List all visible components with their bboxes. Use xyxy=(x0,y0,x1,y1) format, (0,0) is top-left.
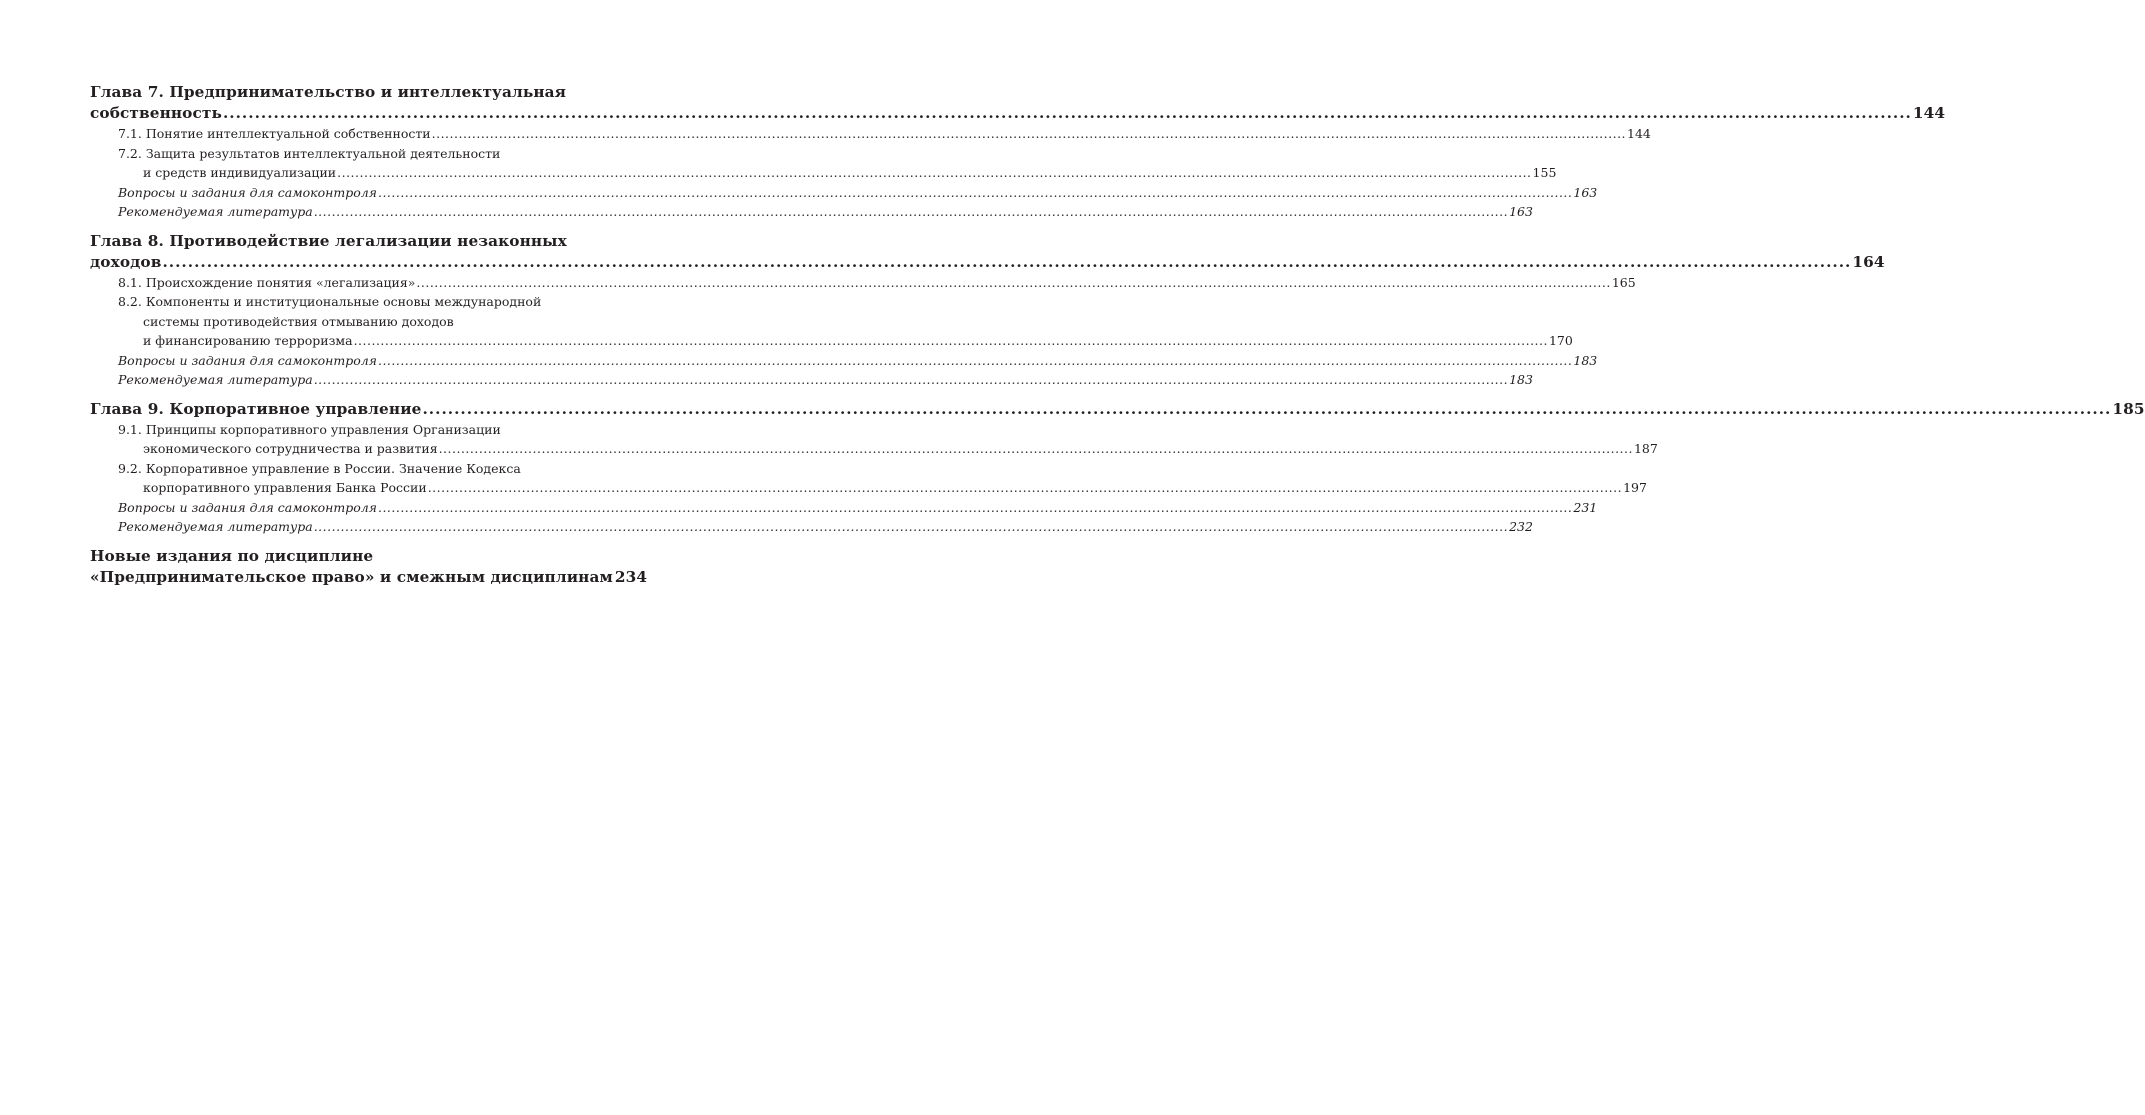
page-number: 144 xyxy=(1627,126,1651,141)
table-of-contents xyxy=(90,82,2145,588)
toc-entry-8-literature[interactable] xyxy=(90,370,1533,390)
dot-leader xyxy=(162,252,1851,273)
page-number: 185 xyxy=(2112,399,2145,418)
toc-entry-9-2[interactable] xyxy=(90,459,1647,498)
dot-leader xyxy=(428,478,1622,498)
chapter-9-heading[interactable] xyxy=(90,399,2145,420)
toc-entry-7-2[interactable] xyxy=(90,144,1557,183)
entry-title: Рекомендуемая литература xyxy=(118,204,313,219)
page-number: 234 xyxy=(614,567,648,586)
entry-title: 9.2. Корпоративное управление в России. Значение Кодекса xyxy=(118,460,521,476)
entry-title: Вопросы и задания для самоконтроля xyxy=(118,184,377,200)
toc-entry-9-literature[interactable] xyxy=(90,517,1533,537)
entry-title-cont: корпоративного управления Банка России xyxy=(143,480,427,495)
page-number: 183 xyxy=(1509,372,1533,387)
toc-entry-9-1[interactable] xyxy=(90,420,1658,459)
chapter-8-heading[interactable] xyxy=(90,231,1885,273)
chapter-title-line: Глава 8. Противодействие легализации незаконных xyxy=(90,231,567,250)
entry-title: Вопросы и задания для самоконтроля xyxy=(118,352,377,368)
dot-leader xyxy=(314,370,1508,390)
dot-leader xyxy=(378,183,1572,203)
chapter-title-line: доходов xyxy=(90,252,162,271)
dot-leader xyxy=(378,351,1572,371)
toc-entry-8-questions[interactable] xyxy=(90,351,1598,371)
toc-entry-8-2[interactable] xyxy=(90,292,1573,351)
entry-title: 9.1. Принципы корпоративного управления Организации xyxy=(118,421,501,437)
page-number: 144 xyxy=(1912,104,1946,122)
chapter-title-line: Глава 7. Предпринимательство и интеллектуальная xyxy=(90,83,567,101)
entry-title-cont: системы противодействия отмыванию доходов xyxy=(143,313,454,329)
page-number: 232 xyxy=(1509,519,1533,534)
page-number: 170 xyxy=(1548,333,1573,348)
page-number: 197 xyxy=(1623,480,1647,495)
entry-title: Вопросы и задания для самоконтроля xyxy=(118,499,377,515)
dot-leader xyxy=(354,331,1548,351)
chapter-7-heading[interactable] xyxy=(90,82,1946,124)
entry-title: 8.2. Компоненты и институциональные основы международной xyxy=(118,294,542,309)
entry-title: 8.1. Происхождение понятия «легализация» xyxy=(118,274,416,290)
page-number: 187 xyxy=(1633,441,1658,456)
dot-leader xyxy=(314,517,1508,537)
dot-leader xyxy=(314,202,1508,222)
dot-leader xyxy=(422,399,2111,420)
new-editions-heading[interactable] xyxy=(90,546,648,588)
entry-title: Рекомендуемая литература xyxy=(118,372,313,387)
page-number: 165 xyxy=(1611,274,1636,290)
toc-entry-7-1[interactable] xyxy=(90,124,1651,144)
dot-leader xyxy=(432,124,1626,144)
section-title-line: Новые издания по дисциплине xyxy=(90,546,374,565)
page-number: 183 xyxy=(1573,352,1598,368)
entry-title-cont: экономического сотрудничества и развития xyxy=(143,441,438,456)
entry-title: Рекомендуемая литература xyxy=(118,519,313,534)
entry-title: 7.2. Защита результатов интеллектуальной деятельности xyxy=(118,145,501,161)
page-number: 164 xyxy=(1852,252,1885,271)
chapter-title-line: собственность xyxy=(90,104,222,122)
dot-leader xyxy=(416,273,1610,293)
page-number: 231 xyxy=(1573,499,1598,515)
entry-title-cont: и средств индивидуализации xyxy=(143,165,337,180)
toc-entry-9-questions[interactable] xyxy=(90,498,1598,518)
dot-leader xyxy=(378,498,1572,518)
page-number: 163 xyxy=(1573,184,1598,200)
chapter-title-line: Глава 9. Корпоративное управление xyxy=(90,399,422,418)
dot-leader xyxy=(223,103,1912,124)
entry-title-cont: и финансированию терроризма xyxy=(143,333,353,348)
toc-entry-7-questions[interactable] xyxy=(90,183,1598,203)
dot-leader xyxy=(439,439,1633,459)
toc-entry-8-1[interactable] xyxy=(90,273,1636,293)
dot-leader xyxy=(337,163,1531,183)
entry-title: 7.1. Понятие интеллектуальной собственности xyxy=(118,126,431,141)
section-title-line: «Предпринимательское право» и смежным дисциплинам xyxy=(90,567,613,586)
page-number: 155 xyxy=(1532,165,1557,180)
page-number: 163 xyxy=(1509,204,1533,219)
toc-entry-7-literature[interactable] xyxy=(90,202,1533,222)
